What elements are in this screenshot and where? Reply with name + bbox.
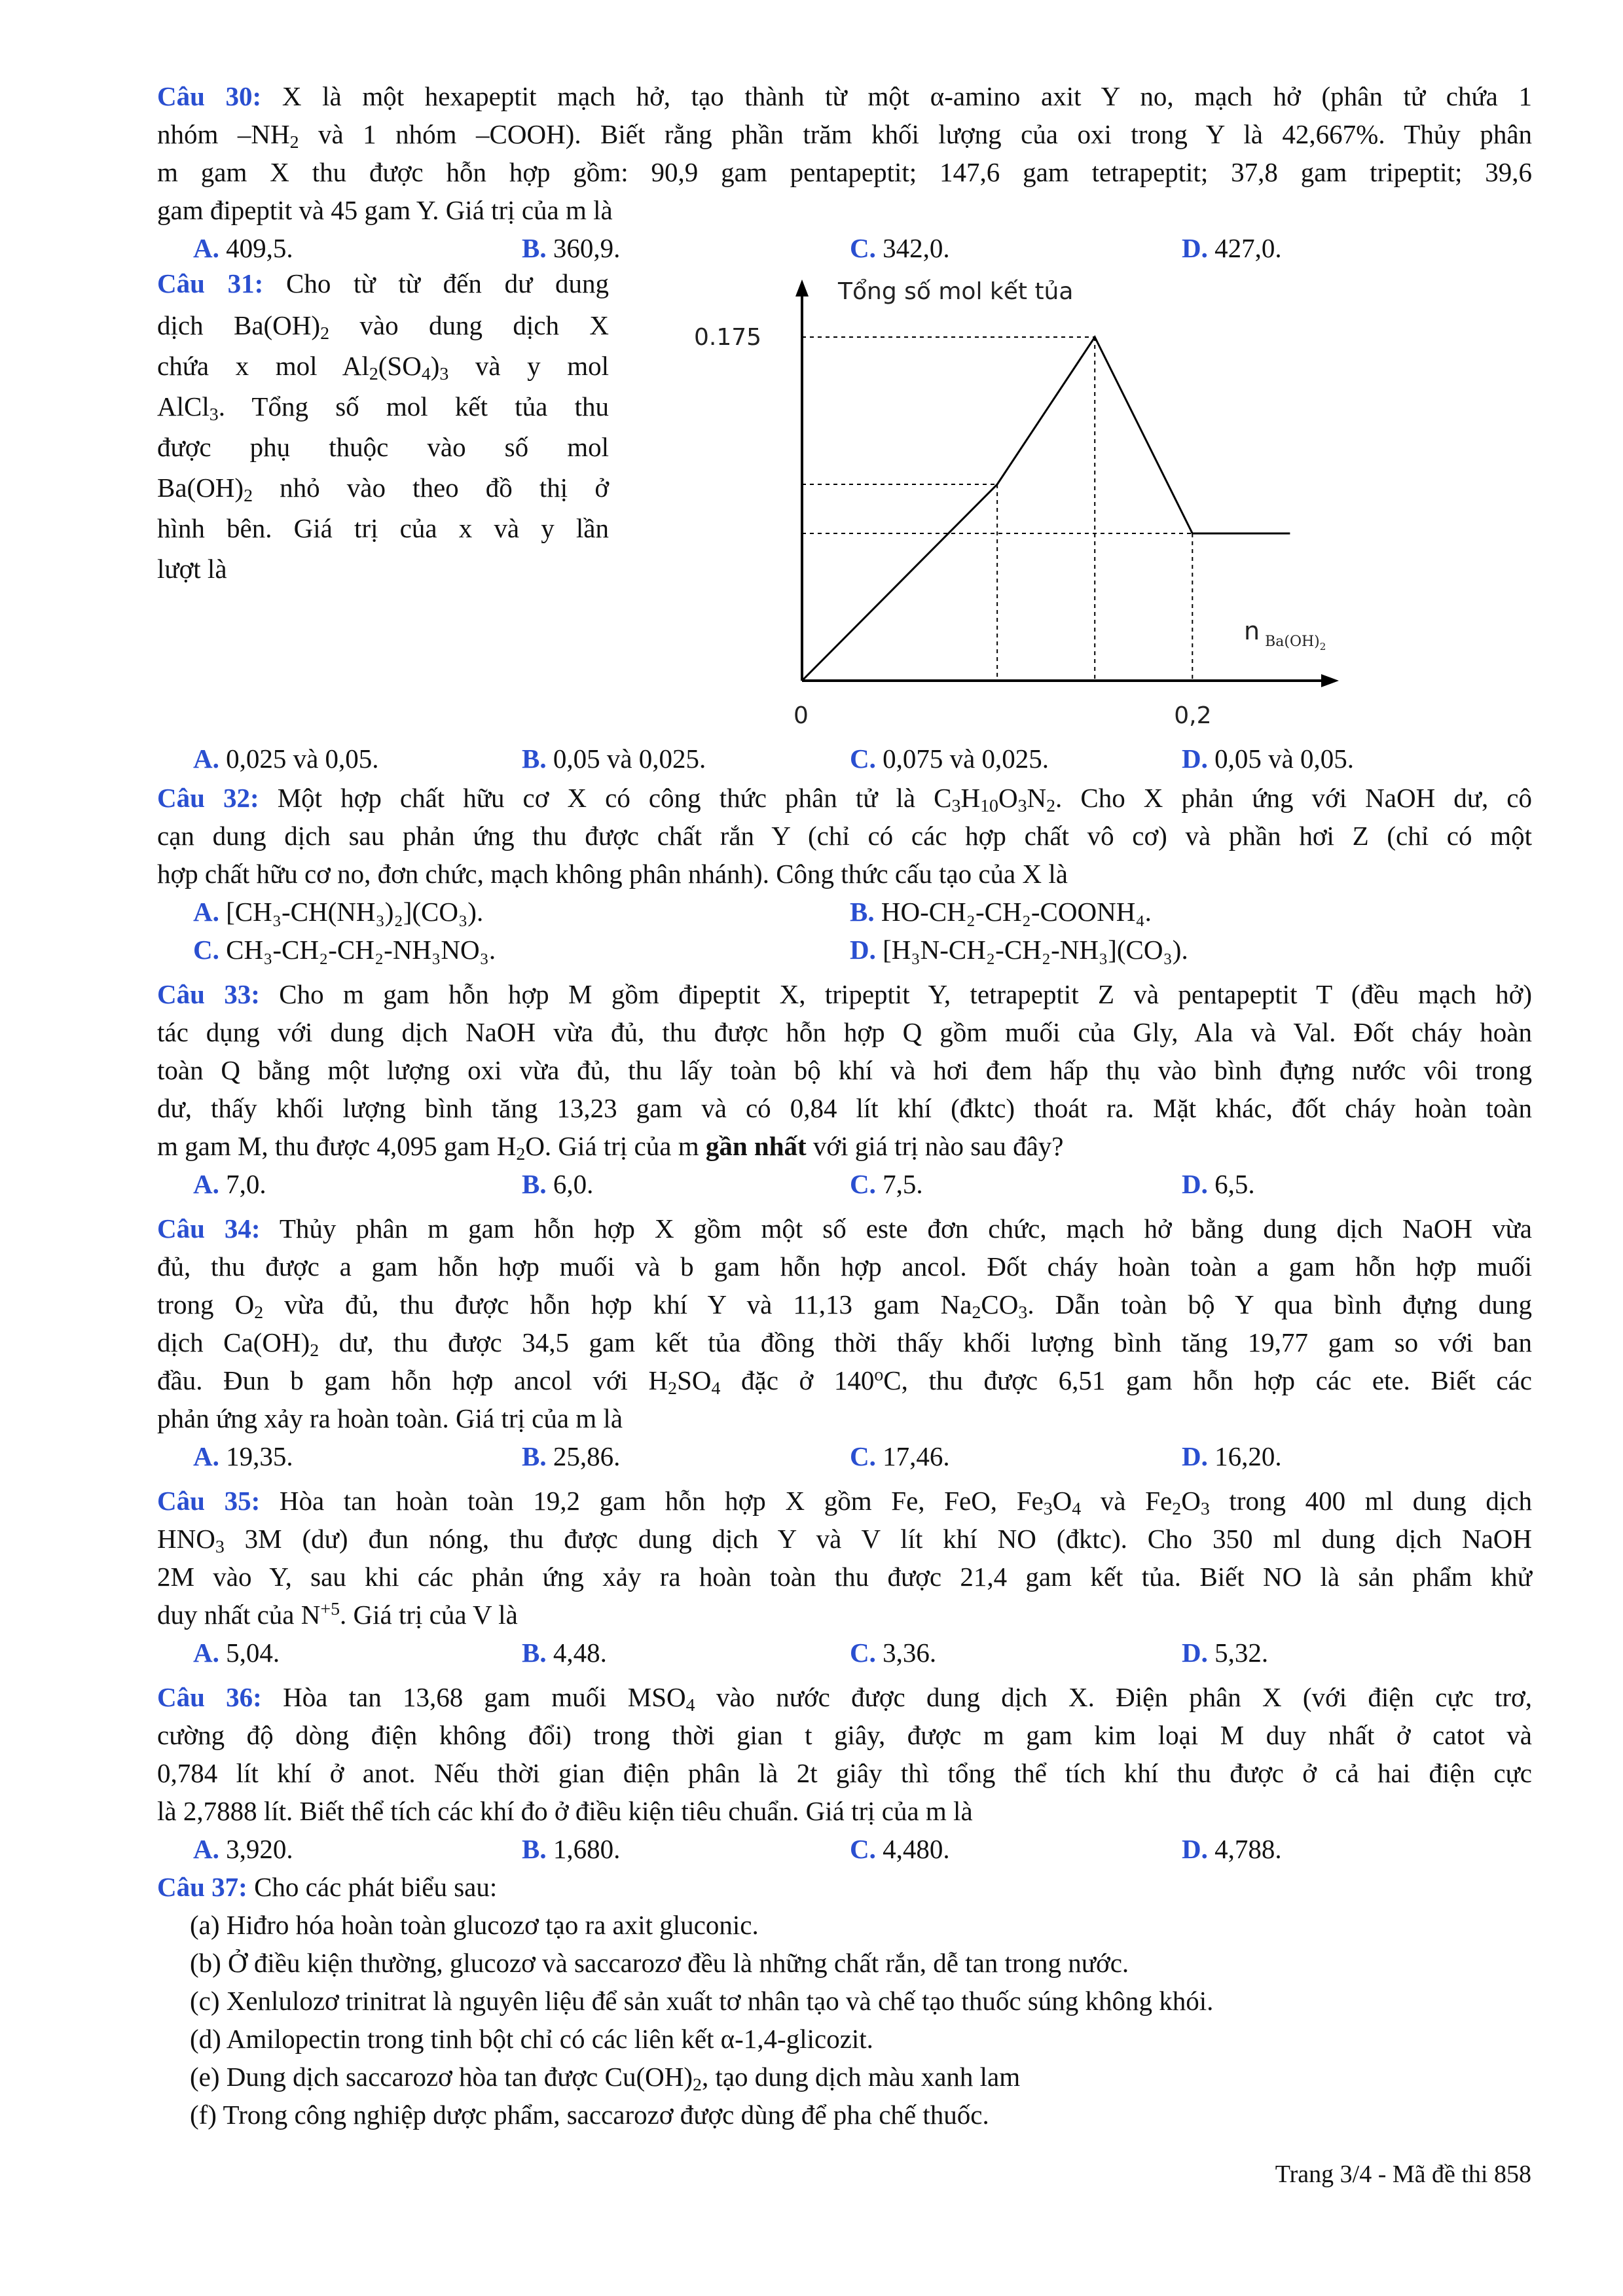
q35-line-4: duy nhất của $N^{+5}$. Giá trị của V là — [157, 1599, 518, 1630]
q30-label: Câu 30: — [157, 81, 262, 111]
q30-line-4: gam đipeptit và 45 gam Y. Giá trị của m là — [157, 195, 613, 225]
q34-line-1: Câu 34: Thủy phân m gam hỗn hợp X gồm một số este đơn chức, mạch hở bằng dung dịch NaOH vừa — [157, 1213, 1532, 1244]
q33-option-d[interactable]: D. 6,5. — [1182, 1169, 1255, 1199]
q34-option-b[interactable]: B. 25,86. — [522, 1441, 621, 1471]
q37-label: Câu 37: — [157, 1872, 247, 1902]
q36-option-c[interactable]: C. 4,480. — [850, 1834, 950, 1864]
q31-option-c[interactable]: C. 0,075 và 0,025. — [850, 744, 1049, 774]
q32-option-a[interactable]: A. [CH₃-CH(NH₃)₂](CO₃). — [193, 897, 484, 927]
q33-option-c[interactable]: C. 7,5. — [850, 1169, 923, 1199]
q33-line-2: tác dụng với dung dịch NaOH vừa đủ, thu được hỗn hợp Q gồm muối của Gly, Ala và Val. Đốt cháy hoàn — [157, 1017, 1532, 1047]
y-axis-arrow — [795, 279, 809, 296]
q31-line-4: AlCl$_3$. Tổng số mol kết tủa thu — [157, 391, 609, 425]
q33-line-1: Câu 33: Cho m gam hỗn hợp M gồm đipeptit X, tripeptit Y, tetrapeptit Z và pentapeptit T (đều mạch hở) — [157, 979, 1532, 1009]
q37-statement-f: (f) Trong công nghiệp dược phẩm, saccarozơ được dùng để pha chế thuốc. — [190, 2100, 989, 2130]
q30-line-3: m gam X thu được hỗn hợp gồm: 90,9 gam pentapeptit; 147,6 gam tetrapeptit; 37,8 gam tripeptit; 39,6 — [157, 157, 1532, 187]
q31-label: Câu 31: — [157, 268, 264, 298]
q36-line-1: Câu 36: Hòa tan 13,68 gam muối $MSO_4$ vào nước được dung dịch X. Điện phân X (với điện cực trơ, — [157, 1682, 1532, 1715]
q35-option-a[interactable]: A. 5,04. — [193, 1638, 280, 1668]
q35-option-b[interactable]: B. 4,48. — [522, 1638, 607, 1668]
q36-option-b[interactable]: B. 1,680. — [522, 1834, 621, 1864]
q32-option-c[interactable]: C. CH₃-CH₂-CH₂-NH₃NO₃. — [193, 935, 496, 965]
q37-statement-d: (d) Amilopectin trong tinh bột chỉ có các liên kết α-1,4-glicozit. — [190, 2024, 873, 2054]
q33-line-5: m gam M, thu được 4,095 gam $H_2O$. Giá trị của m gần nhất với giá trị nào sau đây? — [157, 1131, 1064, 1164]
q34-line-3: trong $O_2$ vừa đủ, thu được hỗn hợp khí Y và 11,13 gam $Na_2CO_3$. Dẫn toàn bộ Y qua bình đựng dung — [157, 1289, 1533, 1323]
q32-line-1: Câu 32: Một hợp chất hữu cơ X có công thức phân tử là $C_3H_{10}O_3N_2$. Cho X phản ứng với NaOH dư, cô — [157, 783, 1532, 816]
q36-line-2: cường độ dòng điện không đổi) trong thời gian t giây, được m gam kim loại M duy nhất ở catot và — [157, 1720, 1532, 1750]
y-tick-label: 0.175 — [694, 324, 762, 351]
x-axis-label: n $_{Ba(OH)}$2 — [1244, 617, 1326, 653]
q37-statement-b: (b) Ở điều kiện thường, glucozơ và saccarozơ đều là những chất rắn, dễ tan trong nước. — [190, 1948, 1129, 1978]
q35-option-c[interactable]: C. 3,36. — [850, 1638, 937, 1668]
q35-line-3: 2M vào Y, sau khi các phản ứng xảy ra hoàn toàn thu được 21,4 gam kết tủa. Biết NO là sản phẩm khử — [157, 1562, 1532, 1592]
q32-line-2: cạn dung dịch sau phản ứng thu được chất rắn Y (chỉ có các hợp chất vô cơ) và phần hơi Z (chỉ có một — [157, 821, 1532, 851]
q33-line-3: toàn Q bằng một lượng oxi vừa đủ, thu lấy toàn bộ khí và hơi đem hấp thụ vào bình đựng nước vôi trong — [157, 1055, 1532, 1085]
q36-option-a[interactable]: A. 3,920. — [193, 1834, 293, 1864]
q37-statement-e: (e) Dung dịch saccarozơ hòa tan được $Cu(OH)_2$, tạo dung dịch màu xanh lam — [190, 2062, 1021, 2095]
q32-label: Câu 32: — [157, 783, 259, 813]
dashed-guides — [802, 337, 1192, 681]
q34-option-d[interactable]: D. 16,20. — [1182, 1441, 1282, 1471]
q33-option-a[interactable]: A. 7,0. — [193, 1169, 266, 1199]
q31-line-1: Câu 31: Cho từ từ đến dư dung — [157, 268, 609, 298]
q31-line-8: lượt là — [157, 554, 227, 584]
q34-line-4: dịch $Ca(OH)_2$ dư, thu được 34,5 gam kết tủa đồng thời thấy khối lượng bình tăng 19,77 gam so với ban — [157, 1327, 1532, 1361]
q34-option-c[interactable]: C. 17,46. — [850, 1441, 950, 1471]
q31-line-3: chứa x mol $Al_2(SO_4)_3$ và y mol — [157, 351, 610, 384]
x-axis-arrow — [1321, 674, 1339, 687]
q31-line-7: hình bên. Giá trị của x và y lần — [157, 513, 609, 543]
q34-line-2: đủ, thu được a gam hỗn hợp muối và b gam hỗn hợp ancol. Đốt cháy hoàn toàn a gam hỗn hợp muối — [157, 1251, 1532, 1282]
q34-line-6: phản ứng xảy ra hoàn toàn. Giá trị của m là — [157, 1403, 623, 1433]
q34-option-a[interactable]: A. 19,35. — [193, 1441, 293, 1471]
q32-option-b[interactable]: B. HO-CH₂-CH₂-COONH₄. — [850, 897, 1152, 927]
chart-title: Tổng số mol kết tủa — [838, 278, 1074, 305]
q36-label: Câu 36: — [157, 1682, 262, 1712]
page-footer: Trang 3/4 - Mã đề thi 858 — [1275, 2161, 1531, 2188]
q32-line-3: hợp chất hữu cơ no, đơn chức, mạch không phân nhánh). Công thức cấu tạo của X là — [157, 859, 1068, 889]
origin-label: 0 — [793, 702, 809, 729]
q31-line-5: được phụ thuộc vào số mol — [157, 432, 609, 462]
q36-option-d[interactable]: D. 4,788. — [1182, 1834, 1282, 1864]
q35-label: Câu 35: — [157, 1486, 261, 1516]
q31-option-a[interactable]: A. 0,025 và 0,05. — [193, 744, 379, 774]
q31-line-2: dịch $Ba(OH)_2$ vào dung dịch X — [157, 310, 609, 344]
q32-option-d[interactable]: D. [H₃N-CH₂-CH₂-NH₃](CO₃). — [850, 935, 1188, 965]
q34-label: Câu 34: — [157, 1213, 261, 1244]
x-tick-label: 0,2 — [1174, 702, 1212, 729]
q36-line-3: 0,784 lít khí ở anot. Nếu thời gian điện phân là 2t giây thì tổng thể tích khí thu được ở cả hai điện cực — [157, 1758, 1532, 1788]
q35-line-1: Câu 35: Hòa tan hoàn toàn 19,2 gam hỗn hợp X gồm Fe, FeO, $Fe_3O_4$ và $Fe_2O_3$ trong 400 ml dung dịch — [157, 1486, 1533, 1519]
q33-line-4: dư, thấy khối lượng bình tăng 13,23 gam và có 0,84 lít khí (đktc) thoát ra. Mặt khác, đốt cháy hoàn toàn — [157, 1093, 1532, 1123]
q36-line-4: là 2,7888 lít. Biết thể tích các khí đo ở điều kiện tiêu chuẩn. Giá trị của m là — [157, 1796, 973, 1826]
q37-line-1: Câu 37: Cho các phát biểu sau: — [157, 1872, 498, 1902]
q33-label: Câu 33: — [157, 979, 260, 1009]
q31-line-6: $Ba(OH)_2$ nhỏ vào theo đồ thị ở — [157, 473, 609, 506]
q30-option-a[interactable]: A. 409,5. — [193, 233, 293, 263]
q30-line-1: Câu 30: X là một hexapeptit mạch hở, tạo thành từ một α-amino axit Y no, mạch hở (phân tử chứa 1 — [157, 81, 1532, 111]
q37-statement-c: (c) Xenlulozơ trinitrat là nguyên liệu để sản xuất tơ nhân tạo và chế tạo thuốc súng không khói. — [190, 1986, 1214, 2016]
q30-option-d[interactable]: D. 427,0. — [1182, 233, 1282, 263]
q33-option-b[interactable]: B. 6,0. — [522, 1169, 594, 1199]
precipitate-series-line — [802, 337, 1290, 681]
q30-line-2: nhóm $-NH_2$ và 1 nhóm –COOH). Biết rằng phần trăm khối lượng của oxi trong Y là 42,667%. Thủy phân — [157, 119, 1533, 152]
q35-line-2: $HNO_3$ 3M (dư) đun nóng, thu được dung dịch Y và V lít khí NO (đktc). Cho 350 ml dung dịch NaOH — [157, 1524, 1532, 1557]
q30-option-b[interactable]: B. 360,9. — [522, 233, 621, 263]
precipitate-graph — [681, 265, 1375, 736]
q37-statement-a: (a) Hiđro hóa hoàn toàn glucozơ tạo ra axit gluconic. — [190, 1910, 759, 1940]
q31-option-b[interactable]: B. 0,05 và 0,025. — [522, 744, 706, 774]
q30-option-c[interactable]: C. 342,0. — [850, 233, 950, 263]
q35-option-d[interactable]: D. 5,32. — [1182, 1638, 1269, 1668]
q31-option-d[interactable]: D. 0,05 và 0,05. — [1182, 744, 1355, 774]
q34-line-5: đầu. Đun b gam hỗn hợp ancol với $H_2SO_4$ đặc ở 140$^o$C, thu được 6,51 gam hỗn hợp các ete. Biết các — [157, 1365, 1532, 1399]
